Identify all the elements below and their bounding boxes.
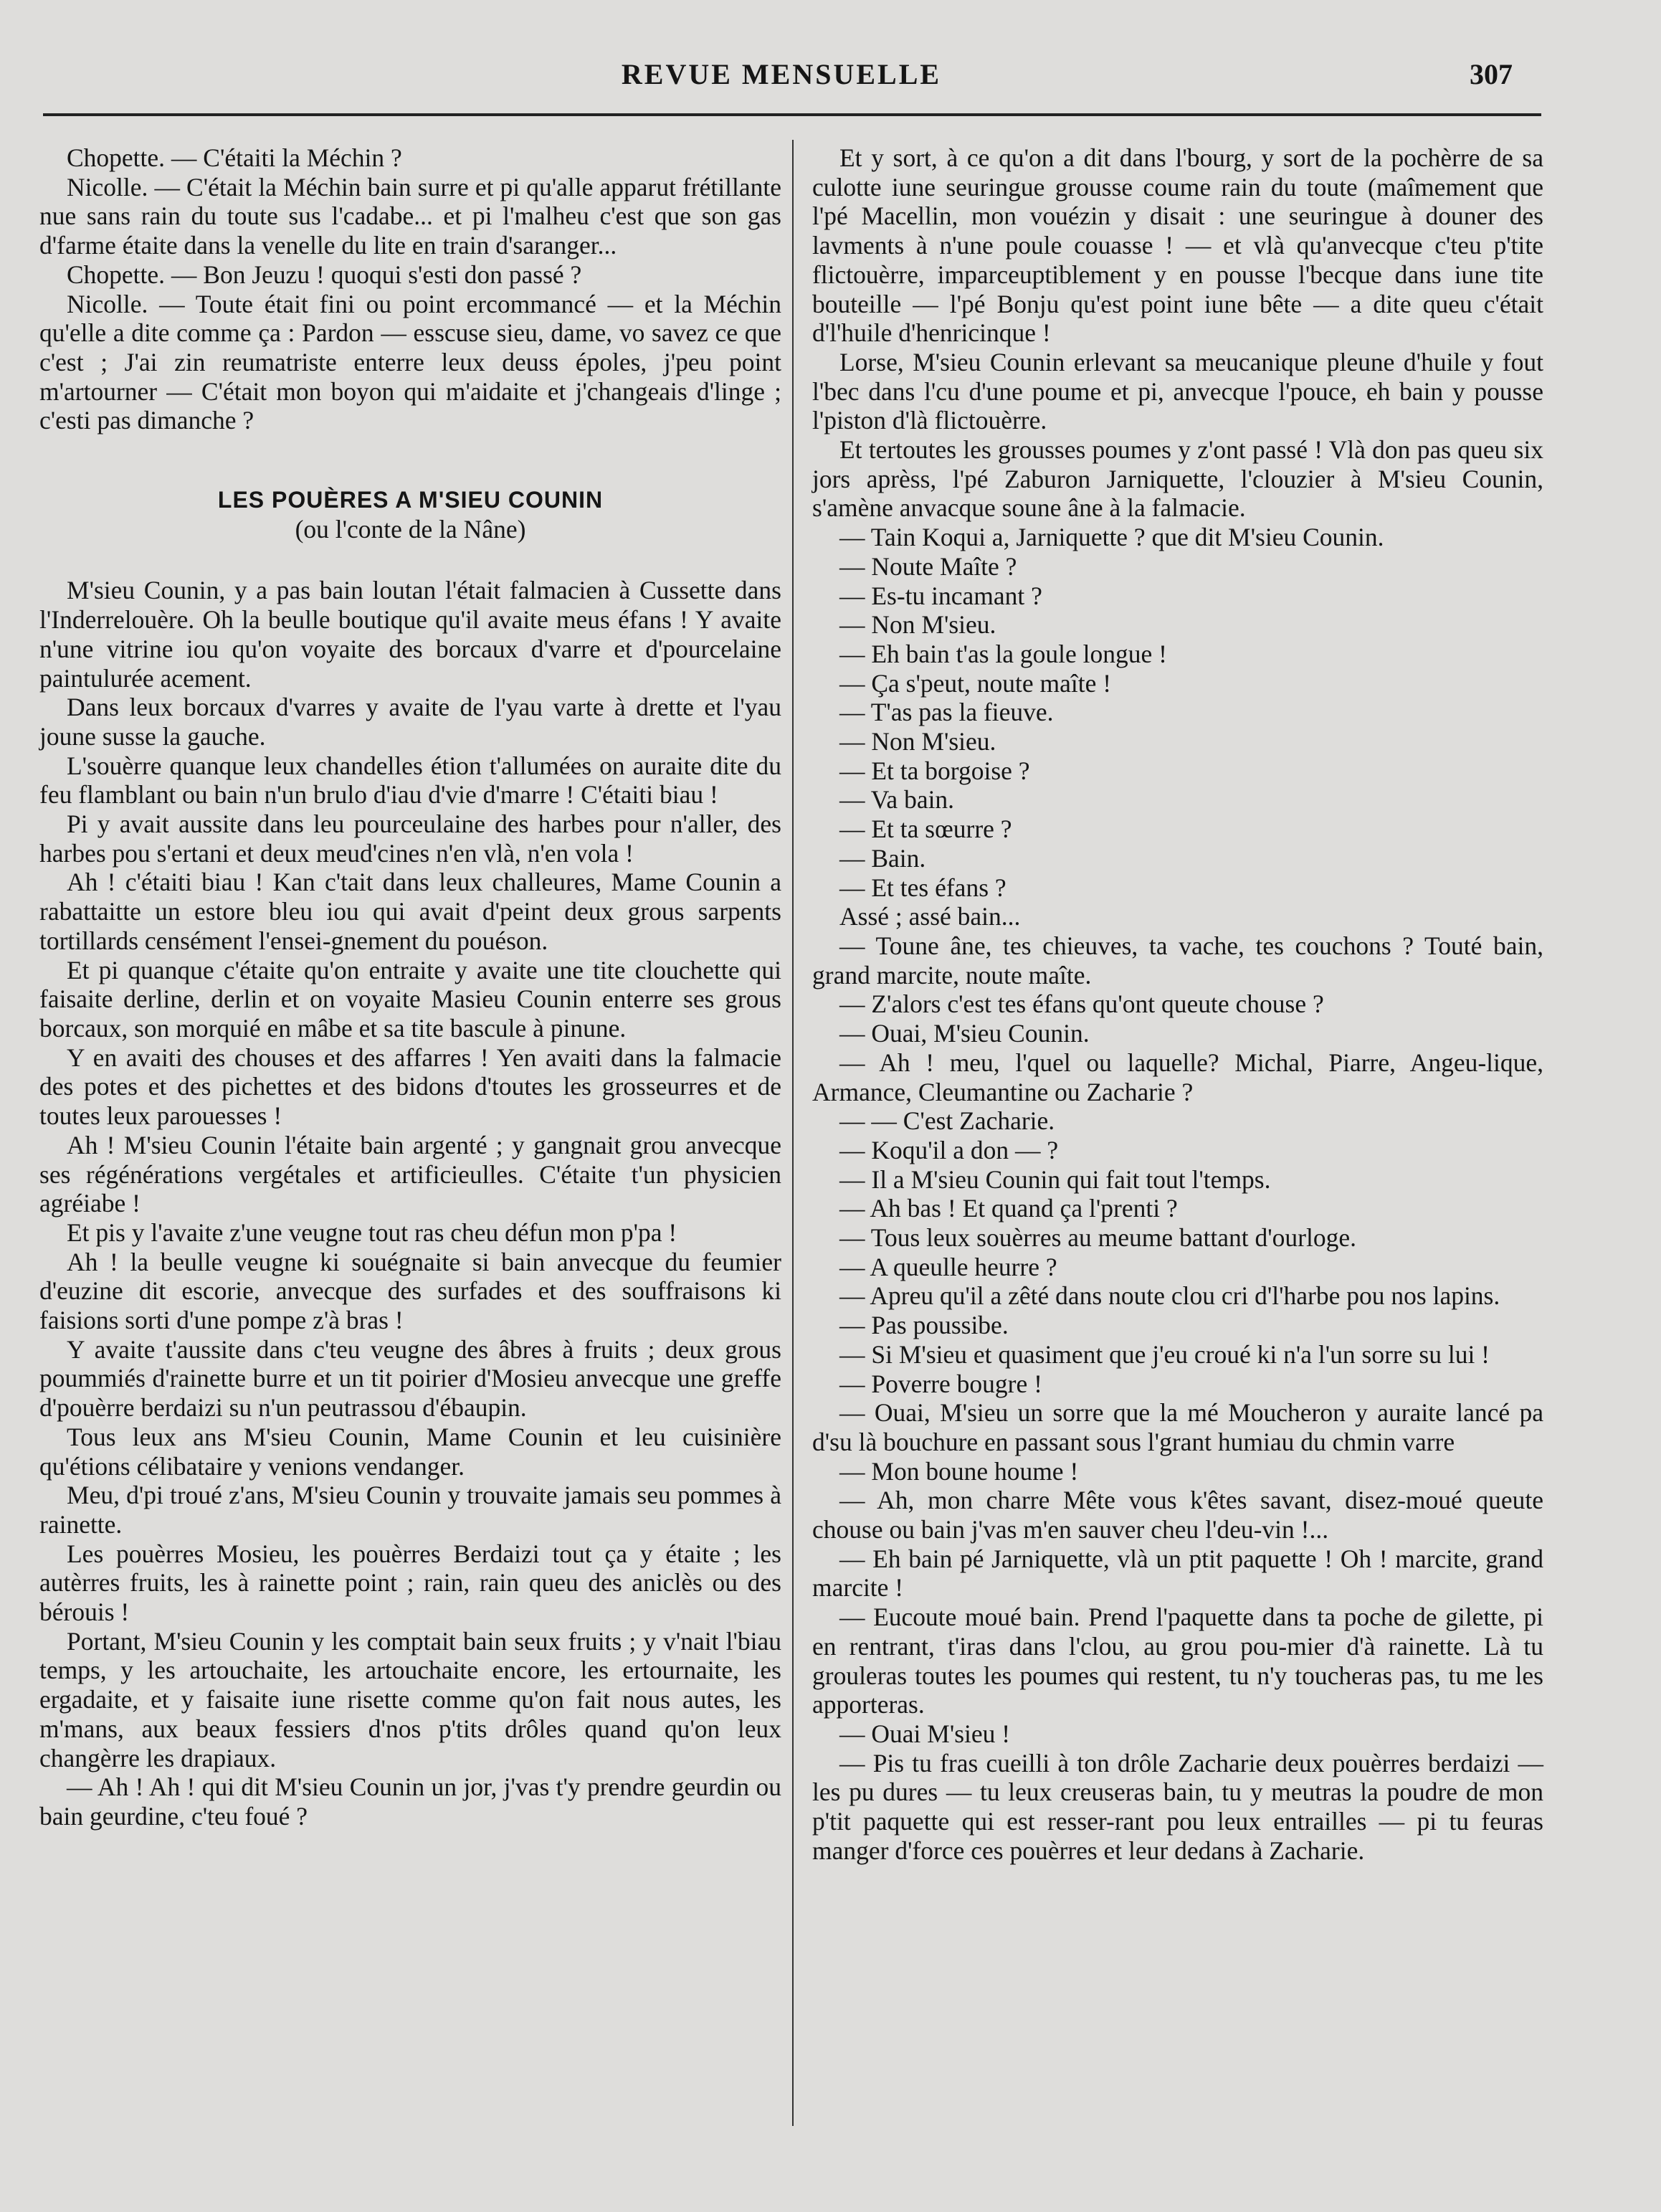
dialogue-line: — A queulle heurre ? (839, 1252, 1057, 1281)
column-divider (792, 140, 794, 2126)
dialogue-line: — Z'alors c'est tes éfans qu'ont queute chouse ? (839, 989, 1324, 1019)
story-paragraph: Lorse, M'sieu Counin erlevant sa meucanique pleune d'huile y fout l'bec dans l'cu d'une poume et pi, anvecque l'pouce, eh bain y pousse l'piston d'là flictouèrre. (812, 347, 1543, 435)
dialogue-line: — Ouai, M'sieu Counin. (839, 1019, 1090, 1048)
story-paragraph: L'souèrre quanque leux chandelles étion t'allumées on auraite dite du feu flamblant ou bain n'un brulo d'iau d'vie d'marre ! C'étaiti biau ! (39, 751, 781, 810)
dialogue-line: — Va bain. (839, 785, 955, 815)
dialogue-line: — Mon boune houme ! (839, 1456, 1079, 1486)
dialogue-line: — Toune âne, tes chieuves, ta vache, tes couchons ? Touté bain, grand marcite, noute maîte. (812, 931, 1543, 989)
story-paragraph: Les pouèrres Mosieu, les pouèrres Berdaizi tout ça y étaite ; les autèrres fruits, les à rainette point ; rain, rain queu des aniclès ou des bérouis ! (39, 1539, 781, 1627)
dialogue-line: — Eh bain t'as la goule longue ! (839, 639, 1167, 668)
story-paragraph: Y avaite t'aussite dans c'teu veugne des âbres à fruits ; deux grous poummiés d'rainette burre et un tit poirier d'Mosieu anvecque une greffe d'pouèrre berdaizi su n'un peutrassou d'ébaupin. (39, 1334, 781, 1423)
dialogue-line: — Ouai, M'sieu un sorre que la mé Moucheron y auraite lancé pa d'su là bouchure en passant sous l'grant humiau du chmin varre (812, 1398, 1543, 1456)
dialogue-line: — Pis tu fras cueilli à ton drôle Zacharie deux pouèrres berdaizi — les pu dures — tu leux creuseras bain, tu y meutras la poudre de mon p'tit paquette qui est resser-rant pou leux entrailles — pi tu feuras manger d'force ces pouèrres et leur dedans à Zacharie. (812, 1748, 1543, 1865)
story-paragraph: M'sieu Counin, y a pas bain loutan l'était falmacien à Cussette dans l'Inderrelouère. Oh la beulle boutique qu'il avaite meus éfans ! Y avaite n'une vitrine iou qu'on voyaite des borcaux d'varre et d'pourcelaine paintulurée acement. (39, 576, 781, 693)
story-paragraph: Et pis y l'avaite z'une veugne tout ras cheu défun mon p'pa ! (67, 1217, 677, 1247)
story-paragraph: Et tertoutes les grousses poumes y z'ont passé ! Vlà don pas queu six jors aprèss, l'pé Zaburon Jarniquette, l'clouzier à M'sieu Counin, s'amène anvacque soune âne à la falmacie. (812, 435, 1543, 523)
dialogue-line: — T'as pas la fieuve. (839, 698, 1054, 727)
dialogue-line: Chopette. — Bon Jeuzu ! quoqui s'esti don passé ? (67, 260, 582, 289)
dialogue-line: — Koqu'il a don — ? (839, 1135, 1059, 1164)
story-paragraph: Et pi quanque c'étaite qu'on entraite y avaite une tite clouchette qui faisaite derline, derlin et on voyaite Masieu Counin enterre ses grous borcaux, son morquié en mâbe et sa tite bascule à pinune. (39, 955, 781, 1043)
story-paragraph: Ah ! la beulle veugne ki souégnaite si bain anvecque du feumier d'euzine dit escorie, anvecque des surfades et des souffraisons ki faisions sorti d'une pompe z'à bras ! (39, 1247, 781, 1335)
section-title: LES POUÈRES A M'SIEU COUNIN (217, 487, 604, 513)
story-paragraph: Portant, M'sieu Counin y les comptait bain seux fruits ; y v'nait l'biau temps, y les artouchaite, les artouchaite encore, les ertournaite, les ergadaite, et y faisaite iune risette comme qu'on fait nous autes, les m'mans, aux beaux fessiers d'nos p'tits drôles quand qu'on leux changèrre les drapiaux. (39, 1626, 781, 1772)
dialogue-line: — Noute Maîte ? (839, 551, 1017, 581)
story-paragraph: Dans leux borcaux d'varres y avaite de l'yau varte à drette et l'yau joune susse la gauche. (39, 693, 781, 751)
dialogue-line: — Ah, mon charre Mête vous k'êtes savant, disez-moué queute chouse ou bain j'vas m'en sauver cheu l'deu-vin !... (812, 1486, 1543, 1544)
story-paragraph: — Ah ! Ah ! qui dit M'sieu Counin un jor, j'vas t'y prendre geurdin ou bain geurdine, c'teu foué ? (39, 1772, 781, 1831)
story-paragraph: Et y sort, à ce qu'on a dit dans l'bourg, y sort de la pochèrre de sa culotte iune seuringue grousse coume rain du toute (maîmement que l'pé Macellin, mon vouézin y disait : une seuringue à douner des lavments à n'une poule couasse ! — et vlà qu'anvecque c'teu p'tite flictouèrre, imparceuptiblement y en pousse l'becque dans iune tite bouteille — l'pé Bonju qu'est point iune bête — a dite queu c'était d'l'huile d'henricinque ! (812, 143, 1543, 348)
dialogue-line: — Es-tu incamant ? (839, 581, 1042, 610)
dialogue-line: Assé ; assé bain... (839, 902, 1021, 931)
dialogue-line: — Ouai M'sieu ! (839, 1719, 1011, 1748)
story-paragraph: Ah ! M'sieu Counin l'étaite bain argenté ; y gangnait grou anvecque ses régénérations vergétales et artificieulles. C'étaite t'un physicien agréiabe ! (39, 1130, 781, 1218)
page-number: 307 (1470, 58, 1513, 90)
dialogue-line: — Ça s'peut, noute maîte ! (839, 668, 1112, 698)
dialogue-line: Nicolle. — C'était la Méchin bain surre et pi qu'alle apparut frétillante nue sans rain du toute sus l'cadabe... et pi l'malheu c'est que son gas d'farme étaite dans la venelle du lite en train d'saranger... (39, 172, 781, 260)
dialogue-line: — Tain Koqui a, Jarniquette ? que dit M'sieu Counin. (839, 523, 1384, 552)
story-paragraph: Pi y avait aussite dans leu pourceulaine des harbes pour n'aller, des harbes pou s'ertani et deux meud'cines n'en vlà, n'en vola ! (39, 810, 781, 868)
dialogue-line: — Eh bain pé Jarniquette, vlà un ptit paquette ! Oh ! marcite, grand marcite ! (812, 1544, 1543, 1603)
story-paragraph: Y en avaiti des chouses et des affarres ! Yen avaiti dans la falmacie des potes et des pichettes et des bidons d'toutes les grosseurres et de toutes leux parouesses ! (39, 1043, 781, 1131)
right-column (812, 143, 1543, 1865)
dialogue-line: — Il a M'sieu Counin qui fait tout l'temps. (839, 1164, 1271, 1194)
dialogue-line: Chopette. — C'étaiti la Méchin ? (67, 143, 402, 172)
dialogue-line: — Pas poussibe. (839, 1311, 1009, 1340)
story-paragraph: Ah ! c'étaiti biau ! Kan c'tait dans leux challeures, Mame Counin a rabattaitte un estore bleu iou qui avait d'peint deux grous sarpents tortillards censément l'ensei-gnement du pouéson. (39, 868, 781, 955)
dialogue-line: — Si M'sieu et quasiment que j'eu croué ki n'a l'un sorre su lui ! (839, 1339, 1490, 1369)
dialogue-line: — Tous leux souèrres au meume battant d'ourloge. (839, 1223, 1356, 1253)
dialogue-line: — Non M'sieu. (839, 727, 996, 756)
dialogue-line: — Non M'sieu. (839, 610, 996, 640)
left-column (39, 143, 781, 1831)
journal-title: REVUE MENSUELLE (621, 58, 942, 90)
section-subtitle: (ou l'conte de la Nâne) (295, 514, 526, 543)
story-paragraph: Meu, d'pi troué z'ans, M'sieu Counin y trouvaite jamais seu pommes à rainette. (39, 1481, 781, 1539)
dialogue-line: — Bain. (839, 843, 926, 873)
header-rule (43, 113, 1541, 116)
dialogue-line: — Eucoute moué bain. Prend l'paquette dans ta poche de gilette, pi en rentrant, t'iras dans l'clou, au grou pou-mier d'à rainette. Là tu grouleras toutes les poumes qui restent, tu n'y toucheras pas, tu me les apporteras. (812, 1603, 1543, 1719)
dialogue-line: Nicolle. — Toute était fini ou point ercommancé — et la Méchin qu'elle a dite comme ça : Pardon — esscuse sieu, dame, vo savez ce que c'est ; J'ai zin reumatriste enterre leux deuss époles, j'peu point m'artourner — C'était mon boyon qui m'aidaite et j'changeais d'linge ; c'esti pas dimanche ? (39, 289, 781, 435)
dialogue-line: — Et tes éfans ? (839, 873, 1006, 902)
dialogue-line: — Ah bas ! Et quand ça l'prenti ? (839, 1194, 1178, 1223)
running-header (43, 57, 1520, 108)
dialogue-line: — Et ta borgoise ? (839, 756, 1030, 785)
dialogue-line: — Ah ! meu, l'quel ou laquelle? Michal, Piarre, Angeu-lique, Armance, Cleumantine ou Zacharie ? (812, 1048, 1543, 1106)
story-paragraph: Tous leux ans M'sieu Counin, Mame Counin et leu cuisinière qu'étions célibataire y venions vendanger. (39, 1422, 781, 1481)
dialogue-line: — Apreu qu'il a zêté dans noute clou cri d'l'harbe pou nos lapins. (839, 1281, 1500, 1311)
dialogue-line: — Et ta sœurre ? (839, 815, 1012, 844)
dialogue-line: — — C'est Zacharie. (839, 1106, 1055, 1136)
dialogue-line: — Poverre bougre ! (839, 1369, 1042, 1398)
